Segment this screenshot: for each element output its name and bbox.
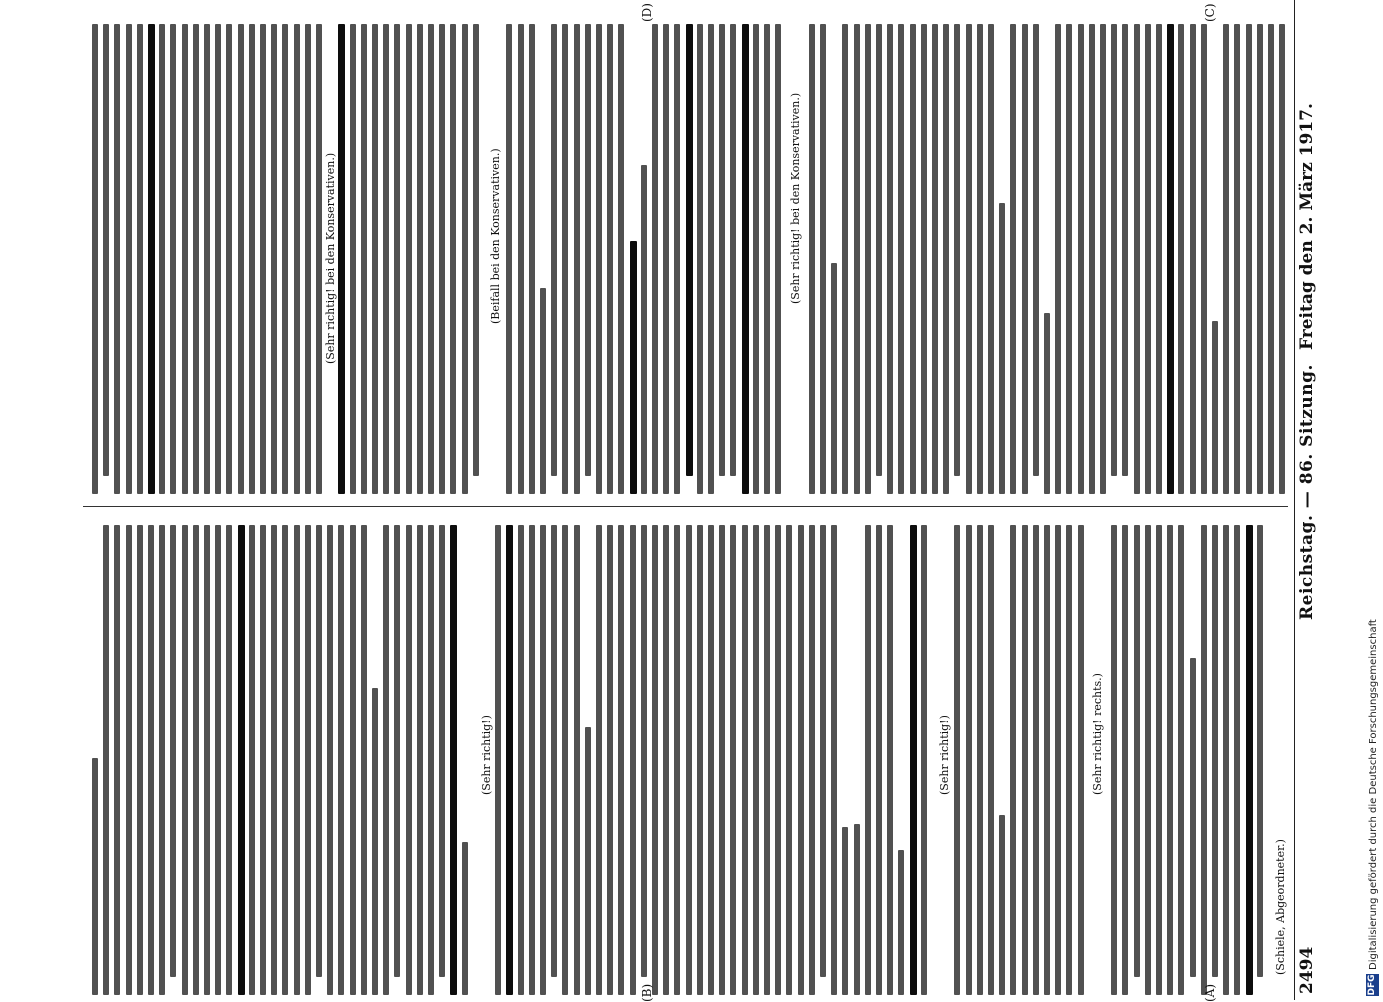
text-line (1145, 24, 1151, 494)
text-line (1246, 525, 1253, 995)
text-line (1156, 24, 1162, 494)
text-line (338, 525, 344, 995)
text-line (1033, 24, 1039, 476)
text-line (1022, 525, 1028, 995)
text-line (417, 24, 423, 494)
text-line (137, 24, 143, 494)
text-line (1178, 525, 1184, 995)
text-line (966, 24, 972, 494)
text-line (910, 24, 916, 494)
dfg-logo: DFG (1367, 974, 1377, 996)
text-line (966, 525, 972, 995)
text-line (865, 24, 871, 494)
text-line (719, 525, 725, 995)
text-line (529, 525, 535, 995)
text-line (361, 525, 367, 995)
text-line (1145, 525, 1151, 995)
text-line (148, 24, 155, 494)
text-line (1246, 24, 1252, 494)
text-line (921, 525, 927, 995)
text-line (954, 525, 960, 995)
text-line (383, 24, 389, 494)
text-line (450, 525, 457, 995)
text-line (260, 24, 266, 494)
text-line (1268, 24, 1274, 494)
text-line (786, 525, 792, 995)
right-column (86, 24, 1291, 494)
text-line (798, 525, 804, 995)
text-line (1257, 24, 1263, 494)
text-line (921, 24, 927, 494)
text-line (618, 525, 624, 995)
text-line (1156, 525, 1162, 995)
text-line (238, 525, 245, 995)
text-line (1044, 313, 1050, 494)
text-line (126, 24, 132, 494)
text-line (988, 24, 994, 494)
text-line (1111, 525, 1117, 995)
text-line (126, 525, 132, 995)
text-line (103, 525, 109, 995)
text-line (406, 525, 412, 995)
text-line (954, 24, 960, 476)
text-line (92, 24, 98, 494)
margin-marker: (A) (1203, 983, 1217, 1002)
text-line (540, 288, 546, 494)
text-line (1044, 525, 1050, 995)
text-line (294, 24, 300, 494)
text-line (630, 525, 636, 995)
text-line (596, 24, 602, 494)
text-line (977, 525, 983, 995)
text-line (1223, 24, 1229, 494)
text-line (1134, 24, 1140, 494)
text-line (708, 525, 714, 995)
reaction-label: (Sehr richtig! bei den Konservativen.) (324, 152, 337, 364)
text-line (350, 24, 356, 494)
text-line (1078, 525, 1084, 995)
text-line (1257, 525, 1263, 977)
text-line (226, 525, 232, 995)
text-line (383, 525, 389, 995)
text-line (1122, 24, 1128, 476)
margin-marker: (C) (1203, 3, 1217, 22)
text-line (249, 24, 255, 494)
text-line (820, 24, 826, 494)
text-line (551, 525, 557, 977)
text-line (820, 525, 826, 977)
text-line (663, 24, 669, 494)
text-line (305, 24, 311, 494)
text-line (1078, 24, 1084, 494)
text-line (170, 525, 176, 977)
text-line (775, 24, 781, 494)
text-line (876, 24, 882, 476)
text-line (764, 525, 770, 995)
text-line (462, 842, 468, 995)
text-line (238, 24, 244, 494)
text-line (999, 203, 1005, 494)
text-line (574, 525, 580, 995)
text-line (327, 525, 333, 995)
text-line (182, 24, 188, 494)
page-title: Reichstag. — 86. Sitzung. (1297, 364, 1317, 620)
text-line (215, 24, 221, 494)
text-line (114, 24, 120, 494)
text-line (674, 525, 680, 995)
text-line (831, 525, 837, 995)
text-line (394, 525, 400, 977)
text-line (708, 24, 714, 494)
text-line (148, 525, 154, 995)
text-line (462, 24, 468, 494)
text-line (1212, 321, 1218, 494)
text-line (439, 525, 445, 977)
text-line (775, 525, 781, 995)
text-line (865, 525, 871, 995)
text-line (854, 24, 860, 494)
text-line (932, 24, 938, 494)
text-line (999, 815, 1005, 995)
text-line (854, 824, 860, 995)
text-line (103, 24, 109, 476)
text-line (607, 525, 613, 995)
text-line (1201, 24, 1207, 494)
text-line (428, 24, 434, 494)
text-line (641, 165, 647, 494)
text-line (204, 24, 210, 494)
text-line (159, 24, 165, 494)
speaker-label: (Schiele, Abgeordneter.) (1274, 839, 1287, 975)
text-line (842, 24, 848, 494)
text-line (294, 525, 300, 995)
text-line (540, 525, 546, 995)
text-line (742, 24, 749, 494)
text-line (719, 24, 725, 476)
text-line (193, 525, 199, 995)
text-line (361, 24, 367, 494)
text-line (977, 24, 983, 494)
text-line (170, 24, 176, 494)
text-line (1134, 525, 1140, 977)
column-separator (83, 506, 1288, 507)
text-line (697, 24, 703, 494)
text-line (764, 24, 770, 494)
text-line (1190, 24, 1196, 494)
margin-marker: (B) (640, 983, 654, 1002)
reaction-label: (Sehr richtig! bei den Konservativen.) (789, 92, 802, 304)
reaction-label: (Sehr richtig! rechts.) (1091, 673, 1104, 795)
text-line (450, 24, 456, 494)
text-line (551, 24, 557, 476)
text-line (1234, 525, 1240, 995)
text-line (630, 241, 637, 494)
text-line (137, 525, 143, 995)
text-line (574, 24, 580, 494)
text-line (663, 525, 669, 995)
text-line (394, 24, 400, 494)
text-line (1201, 525, 1207, 995)
text-line (193, 24, 199, 494)
text-line (439, 24, 445, 494)
text-line (338, 24, 345, 494)
text-line (260, 525, 266, 995)
text-line (887, 24, 893, 494)
text-line (372, 688, 378, 995)
page-date: Freitag den 2. März 1917. (1297, 103, 1317, 350)
text-line (305, 525, 311, 995)
text-line (1234, 24, 1240, 494)
text-line (249, 525, 255, 995)
text-line (607, 24, 613, 494)
text-line (271, 24, 277, 494)
text-line (1033, 525, 1039, 995)
reaction-label: (Sehr richtig!) (480, 715, 493, 795)
text-line (730, 24, 736, 476)
text-line (518, 525, 524, 995)
text-line (271, 525, 277, 995)
text-line (417, 525, 423, 995)
page-header (1297, 0, 1321, 1000)
text-line (809, 24, 815, 494)
text-line (831, 263, 837, 494)
text-line (226, 24, 232, 494)
text-line (350, 525, 356, 995)
text-line (652, 24, 658, 494)
text-line (406, 24, 412, 494)
text-line (1167, 525, 1173, 995)
text-line (596, 525, 602, 995)
reaction-label: (Sehr richtig!) (938, 715, 951, 795)
text-line (1190, 658, 1196, 977)
text-line (204, 525, 210, 995)
text-line (887, 525, 893, 995)
text-line (1055, 525, 1061, 995)
text-line (428, 525, 434, 995)
text-line (282, 525, 288, 995)
text-line (282, 24, 288, 494)
text-line (898, 24, 904, 494)
text-line (1178, 24, 1184, 494)
text-line (114, 525, 120, 995)
text-line (641, 525, 647, 977)
text-line (316, 525, 322, 977)
text-line (753, 24, 759, 494)
text-line (652, 525, 658, 995)
text-line (1055, 24, 1061, 494)
text-line (1066, 525, 1072, 995)
text-line (988, 525, 994, 995)
text-line (215, 525, 221, 995)
text-line (1212, 525, 1218, 977)
text-line (674, 24, 680, 494)
text-line (1010, 525, 1016, 995)
text-line (686, 24, 693, 476)
text-line (809, 525, 815, 995)
text-line (742, 525, 748, 995)
page-number: 2494 (1297, 946, 1317, 994)
text-line (618, 24, 624, 494)
text-line (697, 525, 703, 995)
text-line (686, 525, 692, 995)
text-line (1111, 24, 1117, 476)
text-line (585, 24, 591, 476)
text-line (562, 525, 568, 995)
text-line (753, 525, 759, 995)
text-line (182, 525, 188, 995)
text-line (506, 525, 513, 995)
text-line (1066, 24, 1072, 494)
text-line (1022, 24, 1028, 494)
text-line (1089, 24, 1095, 494)
text-line (92, 758, 98, 995)
text-line (1010, 24, 1016, 494)
text-line (159, 525, 165, 995)
header-rule (1294, 0, 1295, 1000)
text-line (1223, 525, 1229, 995)
text-line (1100, 24, 1106, 494)
text-line (898, 850, 904, 995)
funding-credit: Digitalisierung gefördert durch die Deutsche Forschungsgemeinschaft (1368, 619, 1379, 970)
text-line (372, 24, 378, 494)
text-line (842, 827, 848, 995)
text-line (585, 727, 591, 995)
text-line (876, 525, 882, 995)
margin-marker: (D) (640, 3, 654, 22)
text-line (473, 24, 479, 476)
text-line (495, 525, 501, 995)
text-line (730, 525, 736, 995)
text-line (506, 24, 512, 494)
text-line (529, 24, 535, 494)
reaction-label: (Beifall bei den Konservativen.) (489, 148, 502, 324)
text-line (562, 24, 568, 494)
text-line (518, 24, 524, 494)
text-line (1279, 24, 1285, 494)
text-line (910, 525, 917, 995)
left-column (86, 525, 1291, 995)
text-line (1167, 24, 1174, 494)
text-line (943, 24, 949, 494)
text-line (316, 24, 322, 494)
text-line (1122, 525, 1128, 995)
